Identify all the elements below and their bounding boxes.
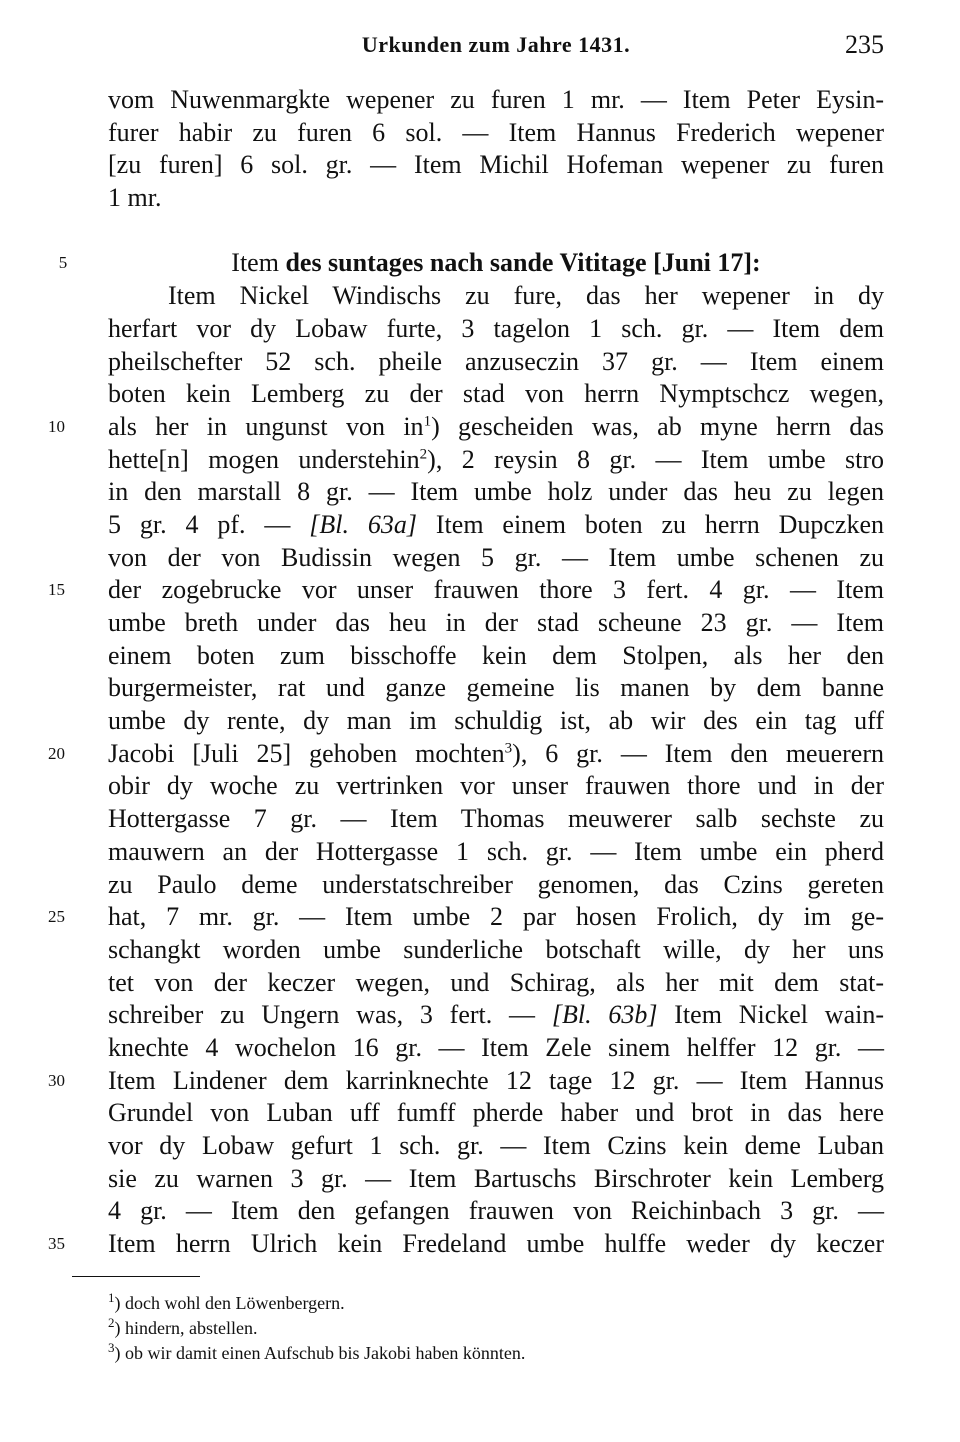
text-segment: Jacobi [Juli 25] gehoben mochten — [108, 738, 505, 768]
footnote-mark: 2 — [108, 1315, 115, 1330]
text-segment: Item Nickel wain- — [657, 1000, 885, 1030]
footnote — [108, 1316, 884, 1341]
text-line: burgermeister, rat und ganze gemeine lis manen by dem banne — [108, 673, 884, 703]
text-line — [108, 999, 884, 1032]
line-number: 10 — [48, 416, 65, 436]
footnote — [108, 1291, 884, 1316]
text-segment: ), 2 reysin 8 gr. — Item umbe stro — [427, 444, 884, 474]
text-line: vom Nuwenmargkte wepener zu furen 1 mr. — Item Peter Eysin- — [108, 85, 884, 114]
text-line: knechte 4 wochelon 16 gr. — Item Zele sinem helffer 12 gr. — — [108, 1032, 884, 1062]
text-line — [108, 444, 884, 477]
footnote-ref: 2 — [419, 445, 428, 462]
running-title: Urkunden zum Jahre 1431. — [361, 32, 631, 57]
text-line: 4 gr. — Item den gefangen frauwen von Reichinbach 3 gr. — — [108, 1196, 884, 1226]
footnote-mark: 3 — [108, 1340, 115, 1355]
text-line — [48, 1065, 884, 1098]
paragraph-spacer — [108, 215, 884, 248]
text-segment: Item herrn Ulrich kein Fredeland umbe hulffe weder dy keczer — [108, 1229, 884, 1259]
text-segment: hat, 7 mr. gr. — Item umbe 2 par hosen Frolich, dy im ge- — [108, 902, 884, 932]
text-segment: schreiber zu Ungern was, 3 fert. — — [108, 1000, 552, 1030]
footnote-text: ) doch wohl den Löwenbergern. — [114, 1293, 345, 1313]
section-heading-prefix: Item — [231, 248, 286, 278]
section-heading-date: des suntages nach sande Vititage [Juni 17]: — [285, 248, 761, 278]
text-line: umbe breth under das heu in der stad scheune 23 gr. — Item — [108, 608, 884, 637]
text-line: obir dy woche zu vertrinken vor unser frauwen thore und in der — [108, 771, 884, 801]
text-line: mauwern an der Hottergasse 1 sch. gr. — Item umbe ein pherd — [108, 836, 884, 866]
footnote-ref: 3 — [504, 740, 513, 757]
footnote-text: ) ob wir damit einen Aufschub bis Jakobi haben könnten. — [114, 1343, 526, 1363]
text-line: vor dy Lobaw gefurt 1 sch. gr. — Item Czins kein deme Luban — [108, 1131, 884, 1160]
folio-marker: [Bl. 63a] — [309, 509, 418, 539]
text-line — [48, 738, 884, 771]
line-number: 15 — [48, 580, 65, 600]
folio-marker: [Bl. 63b] — [551, 1000, 658, 1030]
text-line: pheilschefter 52 sch. pheile anzuseczin 37 gr. — Item einem — [108, 346, 884, 376]
text-line — [48, 574, 884, 607]
line-number: 30 — [48, 1070, 65, 1090]
text-line: Hottergasse 7 gr. — Item Thomas meuwerer salb sechste zu — [108, 804, 884, 834]
text-line: in den marstall 8 gr. — Item umbe holz under das heu zu legen — [108, 477, 884, 507]
text-line: zu Paulo deme understatschreiber genomen, das Czins gereten — [108, 869, 884, 899]
footnote-rule — [72, 1276, 200, 1277]
section-heading — [58, 247, 884, 280]
text-segment: hette[n] mogen understehin — [108, 444, 420, 474]
text-segment: ) gescheiden was, ab myne herrn das — [431, 411, 884, 441]
body-text — [48, 84, 885, 1261]
footnote-mark: 1 — [108, 1290, 115, 1305]
text-line — [48, 1228, 884, 1261]
text-segment: als her in ungunst von in — [108, 411, 424, 441]
footnote-text: ) hindern, abstellen. — [114, 1318, 258, 1338]
footnote — [108, 1341, 884, 1366]
text-line: herfart vor dy Lobaw furte, 3 tagelon 1 sch. gr. — Item dem — [108, 313, 884, 343]
text-line: furer habir zu furen 6 sol. — Item Hannus Frederich wepener — [108, 117, 884, 147]
text-line: Item Nickel Windischs zu fure, das her wepener in dy — [168, 281, 884, 311]
footnote-ref: 1 — [423, 413, 432, 430]
text-line: schangkt worden umbe sunderliche botschaft wille, dy her uns — [108, 934, 884, 964]
text-line: sie zu warnen 3 gr. — Item Bartuschs Birschroter kein Lemberg — [108, 1163, 884, 1193]
line-number: 25 — [48, 907, 65, 927]
page-header — [108, 30, 884, 66]
page-number: 235 — [845, 30, 884, 59]
text-segment: der zogebrucke vor unser frauwen thore 3 fert. 4 gr. — Item — [108, 575, 884, 605]
text-segment: ), 6 gr. — Item den meuerern — [512, 738, 884, 768]
text-line: von der von Budissin wegen 5 gr. — Item umbe schenen zu — [108, 542, 884, 572]
footnotes — [108, 1291, 884, 1366]
line-number: 35 — [48, 1234, 65, 1254]
line-number: 5 — [58, 253, 68, 273]
line-number: 20 — [48, 743, 65, 763]
text-line: Grundel von Luban uff fumff pherde haber und brot in das here — [108, 1098, 884, 1128]
text-line: boten kein Lemberg zu der stad von herrn Nymptschcz wegen, — [108, 379, 884, 409]
text-segment: 5 gr. 4 pf. — — [108, 509, 310, 539]
text-line — [108, 509, 884, 542]
text-line: tet von der keczer wegen, und Schirag, als her mit dem stat- — [108, 967, 884, 997]
text-segment: Item Lindener dem karrinknechte 12 tage 12 gr. — Item Hannus — [108, 1065, 884, 1095]
text-line — [48, 901, 884, 934]
text-line: einem boten zum bisschoffe kein dem Stolpen, als her den — [108, 640, 884, 670]
text-line: [zu furen] 6 sol. gr. — Item Michil Hofeman wepener zu furen — [108, 150, 884, 180]
text-line — [48, 411, 884, 444]
text-segment: Item einem boten zu herrn Dupczken — [417, 509, 885, 539]
text-line: umbe dy rente, dy man im schuldig ist, ab wir des ein tag uff — [108, 706, 884, 736]
text-line: 1 mr. — [108, 183, 162, 213]
